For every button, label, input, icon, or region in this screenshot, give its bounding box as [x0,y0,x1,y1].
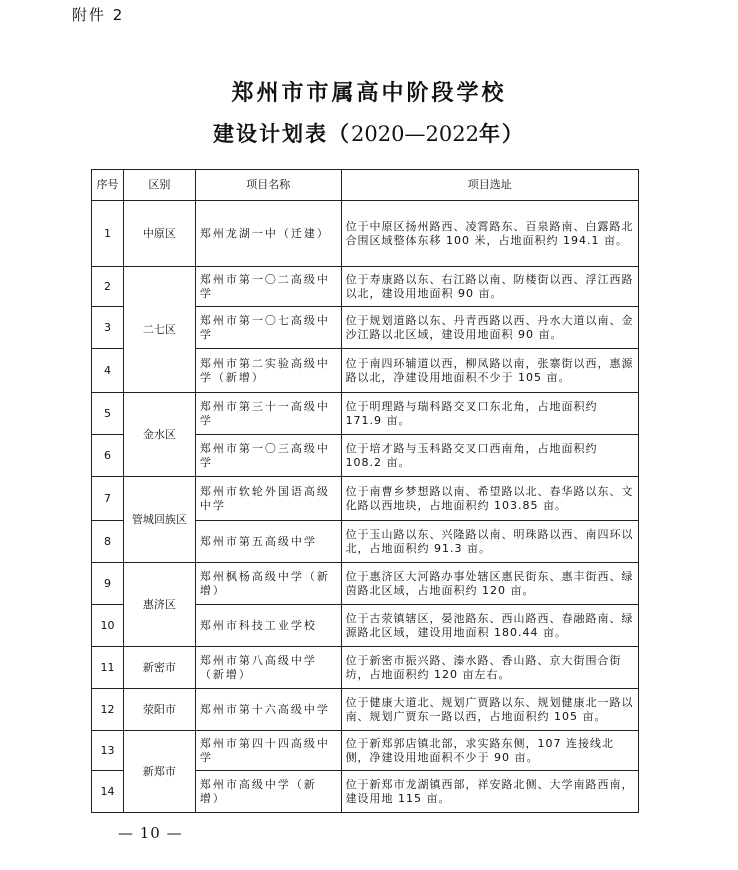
table-row [92,393,639,435]
row-number: 8 [92,521,124,563]
header-district: 区别 [123,170,195,201]
header-project-name: 项目名称 [195,170,341,201]
document-title-line1: 郑州市市属高中阶段学校 [231,81,507,106]
project-name: 郑州市软轮外国语高级中学 [195,477,341,521]
table-row [92,201,639,267]
table-row [92,689,639,731]
project-name: 郑州市第四十四高级中学 [195,731,341,771]
row-number: 12 [92,689,124,731]
header-project-site: 项目选址 [341,170,638,201]
table-row [92,267,639,307]
project-site: 位于培才路与玉科路交叉口西南角，占地面积约 108.2 亩。 [341,435,638,477]
project-site: 位于惠济区大河路办事处辖区惠民街东、惠丰街西、绿茵路北区域，占地面积约 120 亩。 [341,563,638,605]
document-title-line2 [0,118,738,148]
district-cell: 管城回族区 [123,477,195,563]
project-site: 位于新郑郭店镇北部，求实路东侧，107 连接线北侧，净建设用地面积不少于 90 亩。 [341,731,638,771]
project-site: 位于新密市振兴路、溱水路、香山路、京大街围合街坊，占地面积约 120 亩左右。 [341,647,638,689]
row-number: 1 [92,201,124,267]
row-number: 4 [92,349,124,393]
attachment-label: 附件 2 [72,6,125,24]
project-name: 郑州市第一〇二高级中学 [195,267,341,307]
row-number: 2 [92,267,124,307]
district-cell: 二七区 [123,267,195,393]
project-name: 郑州市第五高级中学 [195,521,341,563]
district-cell: 荥阳市 [123,689,195,731]
project-site: 位于古荥镇辖区，晏池路东、西山路西、春融路南、绿源路北区域，建设用地面积 180.44 亩。 [341,605,638,647]
project-name: 郑州市第一〇三高级中学 [195,435,341,477]
table-row [92,477,639,521]
row-number: 5 [92,393,124,435]
row-number: 7 [92,477,124,521]
title-years: 2020—2022 [351,122,479,146]
project-name: 郑州市第三十一高级中学 [195,393,341,435]
page-number: — 10 — [118,824,183,842]
project-site: 位于健康大道北、规划广贾路以东、规划健康北一路以南、规划广贾东一路以西，占地面积约 105 亩。 [341,689,638,731]
project-site: 位于玉山路以东、兴隆路以南、明珠路以西、南四环以北，占地面积约 91.3 亩。 [341,521,638,563]
project-site: 位于寿康路以东、右江路以南、防楼街以西、浮江西路以北，建设用地面积 90 亩。 [341,267,638,307]
title-suffix: 年） [478,122,525,146]
row-number: 6 [92,435,124,477]
district-cell: 金水区 [123,393,195,477]
project-name: 郑州市第二实验高级中学（新增） [195,349,341,393]
table-row [92,563,639,605]
row-number: 9 [92,563,124,605]
project-site: 位于南四环辅道以西，柳凤路以南，张寨街以西，惠源路以北，净建设用地面积不少于 105 亩。 [341,349,638,393]
project-site: 位于中原区扬州路西、凌霄路东、百泉路南、白露路北合围区域整体东移 100 米，占地面积约 194.1 亩。 [341,201,638,267]
project-name: 郑州市高级中学（新增） [195,771,341,813]
project-name: 郑州市第十六高级中学 [195,689,341,731]
table-row [92,647,639,689]
table-header-row [92,170,639,201]
construction-plan-table [91,169,639,813]
project-site: 位于南曹乡梦想路以南、希望路以北、春华路以东、文化路以西地块，占地面积约 103.85 亩。 [341,477,638,521]
title-prefix: 建设计划表（ [213,122,352,146]
project-name: 郑州市科技工业学校 [195,605,341,647]
table-row [92,731,639,771]
project-name: 郑州市第八高级中学（新增） [195,647,341,689]
district-cell: 新郑市 [123,731,195,813]
project-site: 位于明理路与瑞科路交叉口东北角，占地面积约 171.9 亩。 [341,393,638,435]
project-site: 位于新郑市龙湖镇西部，祥安路北侧、大学南路西南，建设用地 115 亩。 [341,771,638,813]
district-cell: 惠济区 [123,563,195,647]
header-serial: 序号 [92,170,124,201]
row-number: 11 [92,647,124,689]
row-number: 3 [92,307,124,349]
project-name: 郑州枫杨高级中学（新增） [195,563,341,605]
district-cell: 新密市 [123,647,195,689]
project-site: 位于规划道路以东、丹青西路以西、丹水大道以南、金沙江路以北区域，建设用地面积 90 亩。 [341,307,638,349]
row-number: 14 [92,771,124,813]
project-name: 郑州市第一〇七高级中学 [195,307,341,349]
row-number: 10 [92,605,124,647]
project-name: 郑州龙湖一中（迁建） [195,201,341,267]
district-cell: 中原区 [123,201,195,267]
row-number: 13 [92,731,124,771]
